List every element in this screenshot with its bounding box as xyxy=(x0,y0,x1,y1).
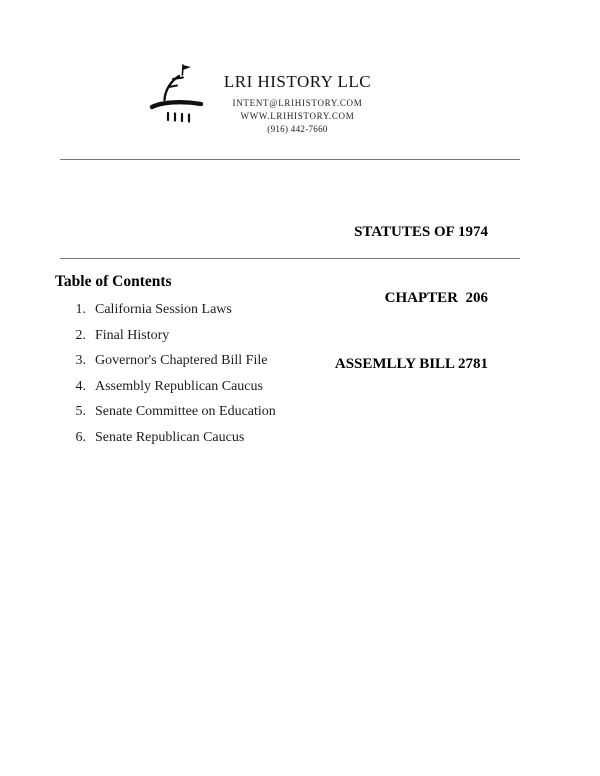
toc-title: Table of Contents xyxy=(55,273,172,290)
toc-item-number: 4. xyxy=(75,378,86,394)
toc-item-label: Assembly Republican Caucus xyxy=(95,378,263,394)
toc-item-number: 5. xyxy=(75,404,86,419)
toc-list xyxy=(68,303,276,456)
company-email: INTENT@LRIHISTORY.COM xyxy=(232,98,363,108)
toc-item xyxy=(68,380,276,395)
toc-item xyxy=(68,354,276,369)
toc-item xyxy=(68,303,276,318)
toc-item xyxy=(68,405,276,420)
company-name: LRI HISTORY LLC xyxy=(223,72,372,91)
toc-item-label: Final History xyxy=(95,327,170,343)
toc-item-label: Senate Republican Caucus xyxy=(95,429,245,445)
toc-item-number: 3. xyxy=(75,353,86,368)
toc-item-label: Governor's Chaptered Bill File xyxy=(95,353,268,368)
bill-line: ASSEMLLY BILL 2781 xyxy=(334,356,488,372)
statute-block xyxy=(335,177,488,419)
statutes-line: STATUTES OF 1974 xyxy=(354,224,488,240)
toc-item-number: 1. xyxy=(75,302,86,317)
chapter-line: CHAPTER 206 xyxy=(384,290,488,306)
divider-bottom xyxy=(60,258,520,259)
divider-top xyxy=(60,159,520,160)
letterhead xyxy=(205,72,390,136)
company-website: WWW.LRIHISTORY.COM xyxy=(240,111,355,121)
toc-item-label: California Session Laws xyxy=(95,302,232,317)
toc-item-number: 2. xyxy=(75,327,86,343)
company-phone: (916) 442-7660 xyxy=(267,124,328,134)
toc-item-label: Senate Committee on Education xyxy=(95,404,276,419)
toc-item-number: 6. xyxy=(75,429,86,445)
toc-item xyxy=(68,431,276,446)
capitol-sketch-icon xyxy=(146,62,206,132)
toc-item xyxy=(68,329,276,344)
